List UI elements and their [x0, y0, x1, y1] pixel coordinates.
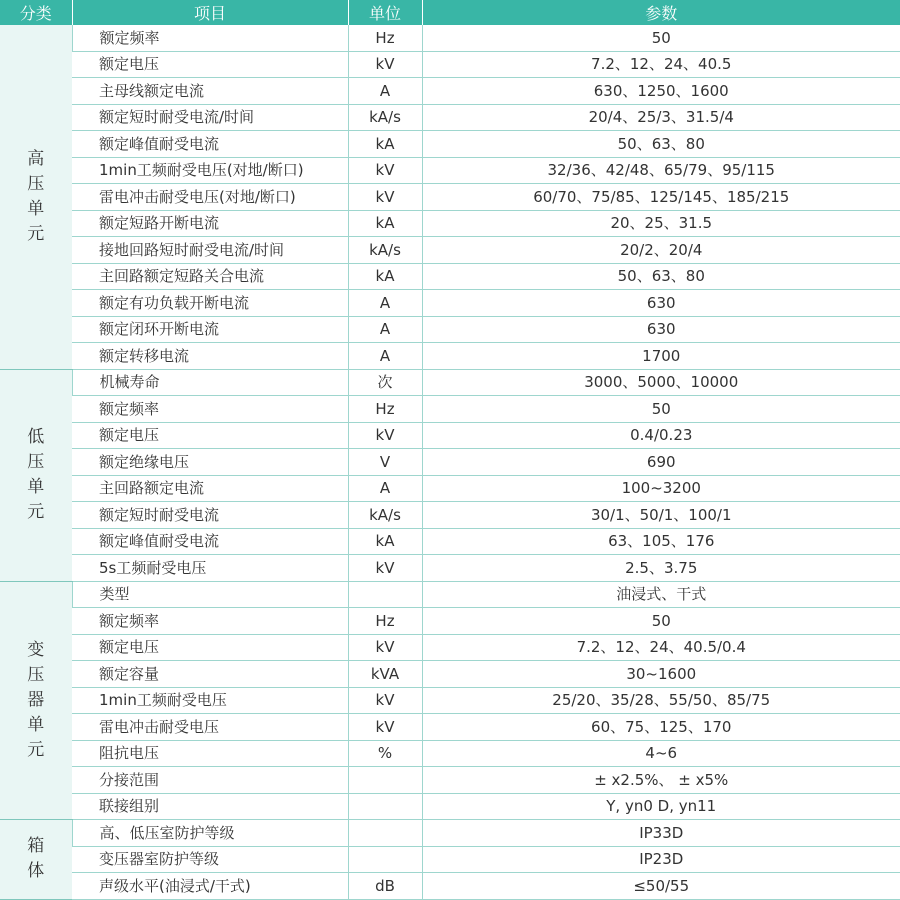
table-row	[0, 820, 900, 847]
param-cell: Y, yn0 D, yn11	[422, 793, 900, 820]
table-row	[0, 290, 900, 317]
item-cell: 雷电冲击耐受电压(对地/断口)	[72, 184, 348, 211]
header-item: 项目	[72, 0, 348, 25]
item-cell: 联接组别	[72, 793, 348, 820]
param-cell: 630	[422, 290, 900, 317]
item-cell: 额定频率	[72, 608, 348, 635]
unit-cell: kA	[348, 131, 422, 158]
param-cell: IP33D	[422, 820, 900, 847]
param-cell: 油浸式、干式	[422, 581, 900, 608]
param-cell: 690	[422, 449, 900, 476]
item-cell: 1min工频耐受电压	[72, 687, 348, 714]
param-cell: 7.2、12、24、40.5/0.4	[422, 634, 900, 661]
item-cell: 主回路额定电流	[72, 475, 348, 502]
table-row	[0, 316, 900, 343]
param-cell: ± x2.5%、 ± x5%	[422, 767, 900, 794]
unit-cell	[348, 820, 422, 847]
table-row	[0, 634, 900, 661]
param-cell: 4~6	[422, 740, 900, 767]
unit-cell	[348, 581, 422, 608]
param-cell: 0.4/0.23	[422, 422, 900, 449]
item-cell: 额定有功负载开断电流	[72, 290, 348, 317]
item-cell: 主回路额定短路关合电流	[72, 263, 348, 290]
item-cell: 1min工频耐受电压(对地/断口)	[72, 157, 348, 184]
param-cell: 50	[422, 396, 900, 423]
unit-cell: kV	[348, 687, 422, 714]
param-cell: 1700	[422, 343, 900, 370]
item-cell: 额定电压	[72, 634, 348, 661]
param-cell: 7.2、12、24、40.5	[422, 51, 900, 78]
table-row	[0, 846, 900, 873]
item-cell: 额定频率	[72, 25, 348, 51]
item-cell: 机械寿命	[72, 369, 348, 396]
table-row	[0, 263, 900, 290]
item-cell: 主母线额定电流	[72, 78, 348, 105]
unit-cell: kA	[348, 528, 422, 555]
table-row	[0, 502, 900, 529]
unit-cell: kV	[348, 714, 422, 741]
table-row	[0, 687, 900, 714]
table-row	[0, 740, 900, 767]
param-cell: 30~1600	[422, 661, 900, 688]
unit-cell: kV	[348, 634, 422, 661]
unit-cell	[348, 767, 422, 794]
item-cell: 额定闭环开断电流	[72, 316, 348, 343]
table-row	[0, 475, 900, 502]
item-cell: 类型	[72, 581, 348, 608]
header-param: 参数	[422, 0, 900, 25]
table-row	[0, 873, 900, 900]
param-cell: 25/20、35/28、55/50、85/75	[422, 687, 900, 714]
header-category: 分类	[0, 0, 72, 25]
param-cell: 3000、5000、10000	[422, 369, 900, 396]
item-cell: 额定峰值耐受电流	[72, 528, 348, 555]
unit-cell: kA/s	[348, 104, 422, 131]
item-cell: 变压器室防护等级	[72, 846, 348, 873]
unit-cell: kVA	[348, 661, 422, 688]
category-cell: 低压单元	[0, 369, 72, 581]
param-cell: 60、75、125、170	[422, 714, 900, 741]
param-cell: 32/36、42/48、65/79、95/115	[422, 157, 900, 184]
unit-cell: kA/s	[348, 237, 422, 264]
table-row	[0, 793, 900, 820]
table-row	[0, 51, 900, 78]
table-row	[0, 422, 900, 449]
unit-cell: kV	[348, 184, 422, 211]
unit-cell	[348, 846, 422, 873]
unit-cell: kA/s	[348, 502, 422, 529]
table-row	[0, 78, 900, 105]
item-cell: 额定短时耐受电流/时间	[72, 104, 348, 131]
unit-cell: %	[348, 740, 422, 767]
table-row	[0, 528, 900, 555]
table-row	[0, 131, 900, 158]
unit-cell: A	[348, 290, 422, 317]
header-row	[0, 0, 900, 25]
item-cell: 接地回路短时耐受电流/时间	[72, 237, 348, 264]
table-row	[0, 104, 900, 131]
unit-cell: Hz	[348, 25, 422, 51]
item-cell: 雷电冲击耐受电压	[72, 714, 348, 741]
category-cell: 高压单元	[0, 25, 72, 369]
item-cell: 分接范围	[72, 767, 348, 794]
param-cell: 100~3200	[422, 475, 900, 502]
item-cell: 额定绝缘电压	[72, 449, 348, 476]
item-cell: 额定容量	[72, 661, 348, 688]
param-cell: 50	[422, 608, 900, 635]
param-cell: IP23D	[422, 846, 900, 873]
item-cell: 额定频率	[72, 396, 348, 423]
unit-cell: kA	[348, 263, 422, 290]
param-cell: 630、1250、1600	[422, 78, 900, 105]
unit-cell: dB	[348, 873, 422, 900]
unit-cell: A	[348, 475, 422, 502]
unit-cell	[348, 793, 422, 820]
unit-cell: kV	[348, 51, 422, 78]
param-cell: 20/2、20/4	[422, 237, 900, 264]
param-cell: 50、63、80	[422, 263, 900, 290]
param-cell: 2.5、3.75	[422, 555, 900, 582]
table-row	[0, 343, 900, 370]
unit-cell: Hz	[348, 396, 422, 423]
param-cell: 60/70、75/85、125/145、185/215	[422, 184, 900, 211]
table-row	[0, 237, 900, 264]
unit-cell: Hz	[348, 608, 422, 635]
item-cell: 额定短路开断电流	[72, 210, 348, 237]
table-row	[0, 767, 900, 794]
param-cell: 50	[422, 25, 900, 51]
unit-cell: V	[348, 449, 422, 476]
table-row	[0, 661, 900, 688]
unit-cell: kV	[348, 157, 422, 184]
category-cell: 变压器单元	[0, 581, 72, 820]
table-row	[0, 581, 900, 608]
unit-cell: 次	[348, 369, 422, 396]
unit-cell: A	[348, 316, 422, 343]
param-cell: ≤50/55	[422, 873, 900, 900]
table-row	[0, 714, 900, 741]
unit-cell: A	[348, 343, 422, 370]
item-cell: 阻抗电压	[72, 740, 348, 767]
item-cell: 额定转移电流	[72, 343, 348, 370]
item-cell: 声级水平(油浸式/干式)	[72, 873, 348, 900]
param-cell: 30/1、50/1、100/1	[422, 502, 900, 529]
param-cell: 63、105、176	[422, 528, 900, 555]
spec-table-body	[0, 25, 900, 899]
item-cell: 额定短时耐受电流	[72, 502, 348, 529]
param-cell: 50、63、80	[422, 131, 900, 158]
unit-cell: kV	[348, 422, 422, 449]
unit-cell: kA	[348, 210, 422, 237]
table-row	[0, 369, 900, 396]
table-row	[0, 25, 900, 51]
item-cell: 额定峰值耐受电流	[72, 131, 348, 158]
header-unit: 单位	[348, 0, 422, 25]
table-row	[0, 608, 900, 635]
category-cell: 箱体	[0, 820, 72, 900]
table-row	[0, 449, 900, 476]
item-cell: 额定电压	[72, 422, 348, 449]
item-cell: 额定电压	[72, 51, 348, 78]
table-row	[0, 157, 900, 184]
param-cell: 20、25、31.5	[422, 210, 900, 237]
param-cell: 630	[422, 316, 900, 343]
item-cell: 5s工频耐受电压	[72, 555, 348, 582]
item-cell: 高、低压室防护等级	[72, 820, 348, 847]
table-row	[0, 210, 900, 237]
unit-cell: A	[348, 78, 422, 105]
table-row	[0, 555, 900, 582]
param-cell: 20/4、25/3、31.5/4	[422, 104, 900, 131]
table-row	[0, 396, 900, 423]
table-row	[0, 184, 900, 211]
unit-cell: kV	[348, 555, 422, 582]
